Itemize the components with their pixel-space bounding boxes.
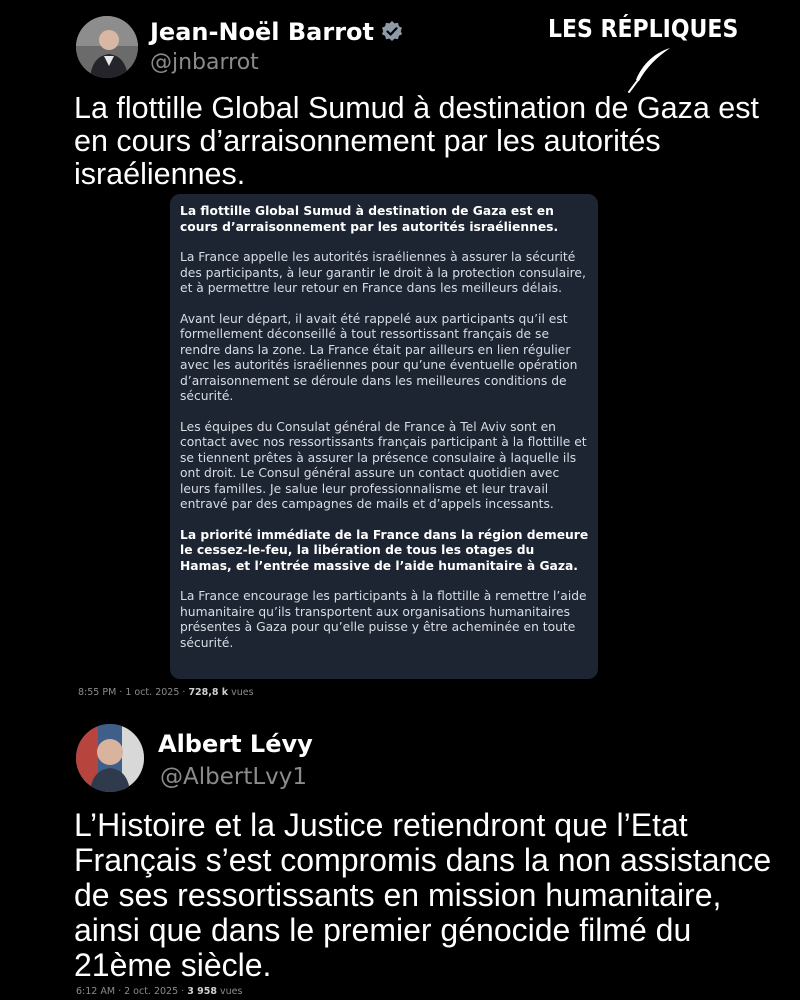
post-timestamp[interactable]: 8:55 PM · 1 oct. 2025 ·	[78, 687, 189, 698]
author-avatar[interactable]	[76, 16, 138, 78]
statement-paragraph: Les équipes du Consulat général de France à Tel Aviv sont en contact avec nos ressortissants français participant à la flottille et se tiennent prêtes à assurer la présence consulaire à laquelle ils ont droit. Le Consul général assure un contact quotidien avec leurs familles. Je salue leur professionnalisme et leur travail entravé par des campagnes de mails et d’appels incessants.	[180, 419, 587, 511]
author-handle[interactable]: @AlbertLvy1	[160, 764, 308, 790]
views-label: vues	[228, 687, 254, 698]
post-meta	[78, 687, 254, 698]
verified-badge-icon	[380, 20, 404, 44]
post-text: L’Histoire et la Justice retiendront que l’Etat Français s’est compromis dans la non assistance de ses ressortissants en mission humanitaire, ainsi que dans le premier génocide filmé du 21ème siècle.	[74, 807, 772, 983]
post-timestamp[interactable]: 6:12 AM · 2 oct. 2025 ·	[76, 986, 188, 997]
person-photo-icon	[76, 16, 138, 78]
post-meta	[76, 986, 242, 997]
statement-paragraph: La France appelle les autorités israéliennes à assurer la sécurité des participants, à leur garantir le droit à la protection consulaire, et à permettre leur retour en France dans les meilleurs délais.	[180, 250, 586, 295]
views-count: 728,8 k	[188, 687, 229, 698]
views-count: 3 958	[187, 986, 217, 997]
author-avatar[interactable]	[76, 724, 144, 792]
statement-paragraph: La flottille Global Sumud à destination de Gaza est en cours d’arraisonnement par les autorités israéliennes.	[180, 204, 559, 234]
author-handle[interactable]: @jnbarrot	[150, 50, 259, 75]
quill-icon	[626, 46, 672, 94]
author-name[interactable]: Albert Lévy	[158, 730, 313, 758]
post-text: La flottille Global Sumud à destination de Gaza est en cours d’arraisonnement par les autorités israéliennes.	[74, 91, 759, 191]
statement-paragraph: Avant leur départ, il avait été rappelé aux participants qu’il est formellement déconseillé à tout ressortissant français de se rendre dans la zone. La France était par ailleurs en lien régulier avec les autorités israéliennes pour qu’une éventuelle opération d’arraisonnement se déroule dans les meilleures conditions de sécurité.	[180, 311, 578, 403]
person-photo-icon	[76, 724, 144, 792]
statement-paragraph: La priorité immédiate de la France dans la région demeure le cessez-le-feu, la libération de tous les otages du Hamas, et l’entrée massive de l’aide humanitaire à Gaza.	[180, 527, 589, 573]
author-name-text: Jean-Noël Barrot	[150, 18, 375, 46]
author-name[interactable]	[150, 18, 404, 46]
statement-image[interactable]	[170, 194, 598, 679]
brand-logo-text: LES RÉPLIQUES	[548, 14, 739, 43]
views-label: vues	[216, 986, 243, 997]
statement-paragraph: La France encourage les participants à la flottille à remettre l’aide humanitaire qu’ils transportent aux organisations humanitaires présentes à Gaza pour qu’elle puisse y être acheminée en toute sécurité.	[180, 589, 587, 650]
